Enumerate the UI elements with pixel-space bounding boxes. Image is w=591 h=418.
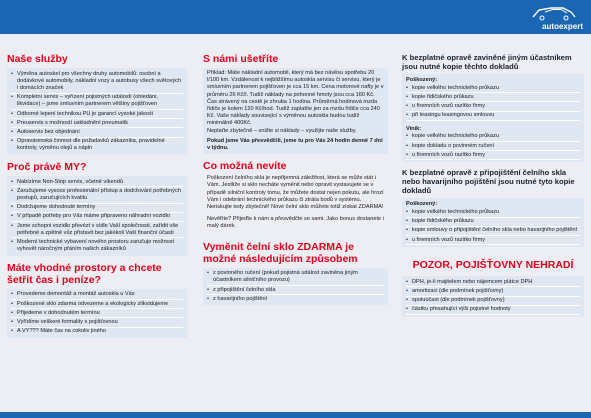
list-item: • kopie smlouvy o připojištění čelního skla nebo havarijního pojištění [406,227,580,236]
did-you-know-text: Poškození čelního skla je nepřijemná záležitost, která se může stát i Vám. Jestliže si sklo necháte vyměnit nebo opravit vystavujete se v případě silniční kontroly tomu, že můžete dostat nejen pokutu, ale hrozí Vám i odebrání technického průkazu či ztráta bodů v systému. Neriskujte tedy zbytečně! Nové čelní sklo můžete totiž získat ZDARMA! [207,175,384,211]
culprit-list [406,133,580,161]
free-windshield-list [207,270,384,304]
bottom-band [0,412,591,418]
save-time-box [7,289,187,338]
section-title-why-us: Proč právě MY? [7,161,87,174]
column-documents [402,40,584,418]
section-title-documents-liability: K bezplatné opravě zaviněné jiným účastníkem jsou nutné kopie těchto dokladů [402,53,572,71]
subheading-culprit: Viník: [406,125,422,132]
top-band [0,0,591,34]
list-item: • Zaručujeme vysoce profesionální přístup a dodržování potřebných postupů, zaručujících kvalitu [11,187,183,203]
list-item: • Preuservis s možností uskladnění pneumatik [11,119,183,128]
why-us-list [11,178,183,254]
list-item: • V případě potřeby pro Vás máme připraveno náhradní vozidlo [11,213,183,222]
documents-liability-box [402,74,584,162]
not-covered-box [402,276,584,317]
list-item: • Kompletní servis – vyřízení pojistných událostí (ohledání, likvidace) – jsme smluvním partnerem většiny pojišťoven [11,94,183,110]
logo-text: autoexpert [542,22,583,31]
list-item: • kopie velkého technického průkazu [406,84,580,93]
list-item: • kopie velkého technického průkazu [406,208,580,217]
list-item: • Přijedeme v dohodnutém termínu [11,309,183,318]
list-item: • z havarijního pojištění [207,295,384,303]
list-item: • u firemních vozů razítko firmy [406,102,580,111]
list-item: • DPH, je-li majitelem nebo nájemcem plátce DPH [406,278,580,287]
section-title-free-windshield: Vyměnit čelní sklo ZDARMA je možné následujícím způsobem [203,240,358,265]
free-windshield-box [203,268,388,306]
subheading-injured-party-2: Poškozený: [406,201,438,208]
list-item: • Jsme schopni vozidlo převézt v sídle Vaší společnosti, zařídit vše potřebné a zpětně vůz přistavit bez jakékoli Vaší finanční účasti [11,222,183,238]
list-item: • Odborné lepení technikou PU je garancí vysoké jakosti [11,110,183,119]
subheading-injured-party: Poškozený: [406,77,438,83]
services-list [11,70,183,153]
section-title-did-you-know: Co možná nevíte [203,160,287,173]
list-item: • kopie řidičského průkazu [406,93,580,102]
list-item: • při leasingu leasingovou smlouvu [406,112,580,121]
list-item: • kopie velkého technického průkazu [406,133,580,142]
documents-insurance-box [402,198,584,247]
not-covered-list [406,278,580,315]
save-time-list [11,291,183,336]
list-item: • Dodržujeme dohodnuté termíny [11,204,183,213]
list-item: • Provedeme demontáž a montáž autoskla u Vás [11,291,183,300]
list-item: • kopie řidičského průkazu [406,218,580,227]
list-item: • Moderní technické vybavení nového prostoru zaručuje možnost vyhovět náročným přáním našich zákazníků [11,238,183,253]
column-services [7,40,187,418]
savings-tip-text: Neplaťte zbytečně – snižte si náklady – využijte naše služby. [207,127,357,134]
savings-example-text: Příklad: Máte nákladní automobil, který má bez návěsu spotřebu 20 l/100 km. Vzdálenost k nejbližšímu autoskla servisu či servisu, který je smluvním partnerem pojišťoven je cca 15 km. Cena motorové nafty je v průměru 26 Kč/l. Tudíž náklady na pohonné hmoty jsou cca 160 Kč. Čas strávený na cestě je zhruba 1 hodina. Průměrná hodinová mzda řidiče je kolem 120 Kč/hod. Tudíž zaplatíte jen za mzdu řidiče cca 240 Kč. Vaše náklady související s výměnou autoskla budou tudíž minimálně 400Kč. [207,70,384,127]
list-item: • Vyřídíme veškeré formality s pojišťovnou [11,318,183,327]
did-you-know-bonus-text: Nevěříte? Přijeďte k nám a přesvědčte se sami. Jako bonus dostanete i malý dárek. [207,216,384,230]
list-item: • Poškozené sklo zdarma odvezeme a ekologicky zlikvidujeme [11,300,183,309]
list-item: • Výměna autoskel pro všechny druhy automobilů: osobní a dodávkové automobily, nákladní vozy a autobusy všech světových i domácích značek [11,70,183,94]
list-item: • z připojištění čelního skla [207,286,384,295]
autoexpert-logo [513,3,583,31]
section-title-savings: S námi ušetříte [203,53,279,65]
section-title-documents-insurance: K bezplatné opravě z připojištění čelního skla nebo havarijního pojištění jsou nutné tyto kopie dokladů [402,168,575,196]
savings-box [203,68,388,154]
list-item: • amortizaci (dle podmínek pojišťovny) [406,287,580,296]
list-item: • u firemních vozů razítko firmy [406,151,580,160]
injured-party-insurance-list [406,208,580,245]
car-logo-icon [531,3,577,21]
section-title-not-covered: POZOR, POJIŠŤOVNY NEHRADÍ [412,259,574,272]
list-item: • Nabízíme Non-Stop servis, včetně víkendů [11,178,183,187]
injured-party-list [406,84,580,121]
list-item: • kopie dokladu o povinném ručení [406,142,580,151]
section-title-services: Naše služby [7,53,68,65]
list-item: • z povinného ručení (pokud pojistná událost zaviněna jiným účastníkem silničního provozu) [207,270,384,286]
services-box [7,68,187,155]
list-item: • spoluúčast (dle podmínek pojišťovny) [406,297,580,306]
list-item: • u firemních vozů razítko firmy [406,236,580,245]
list-item: • Autoservis bez objednání [11,128,183,137]
list-item: • Opravárenská činnost dle požadavků zákazníka, pravidelné kontroly, výměnu olejů a nápln [11,138,183,153]
list-item: • částku přesahující výši pojistné hodnoty [406,306,580,315]
column-savings [203,40,388,418]
savings-cta-text: Pokud jsme Vás přesvědčili, jsme tu pro Vás 24 hodin denně 7 dní v týdnu. [207,137,383,152]
section-title-save-time: Máte vhodné prostory a chcete šetřit čas i peníze? [7,261,162,286]
why-us-box [7,176,187,256]
list-item: • A VY??? Máte čas na cokoliv jiného [11,328,183,336]
